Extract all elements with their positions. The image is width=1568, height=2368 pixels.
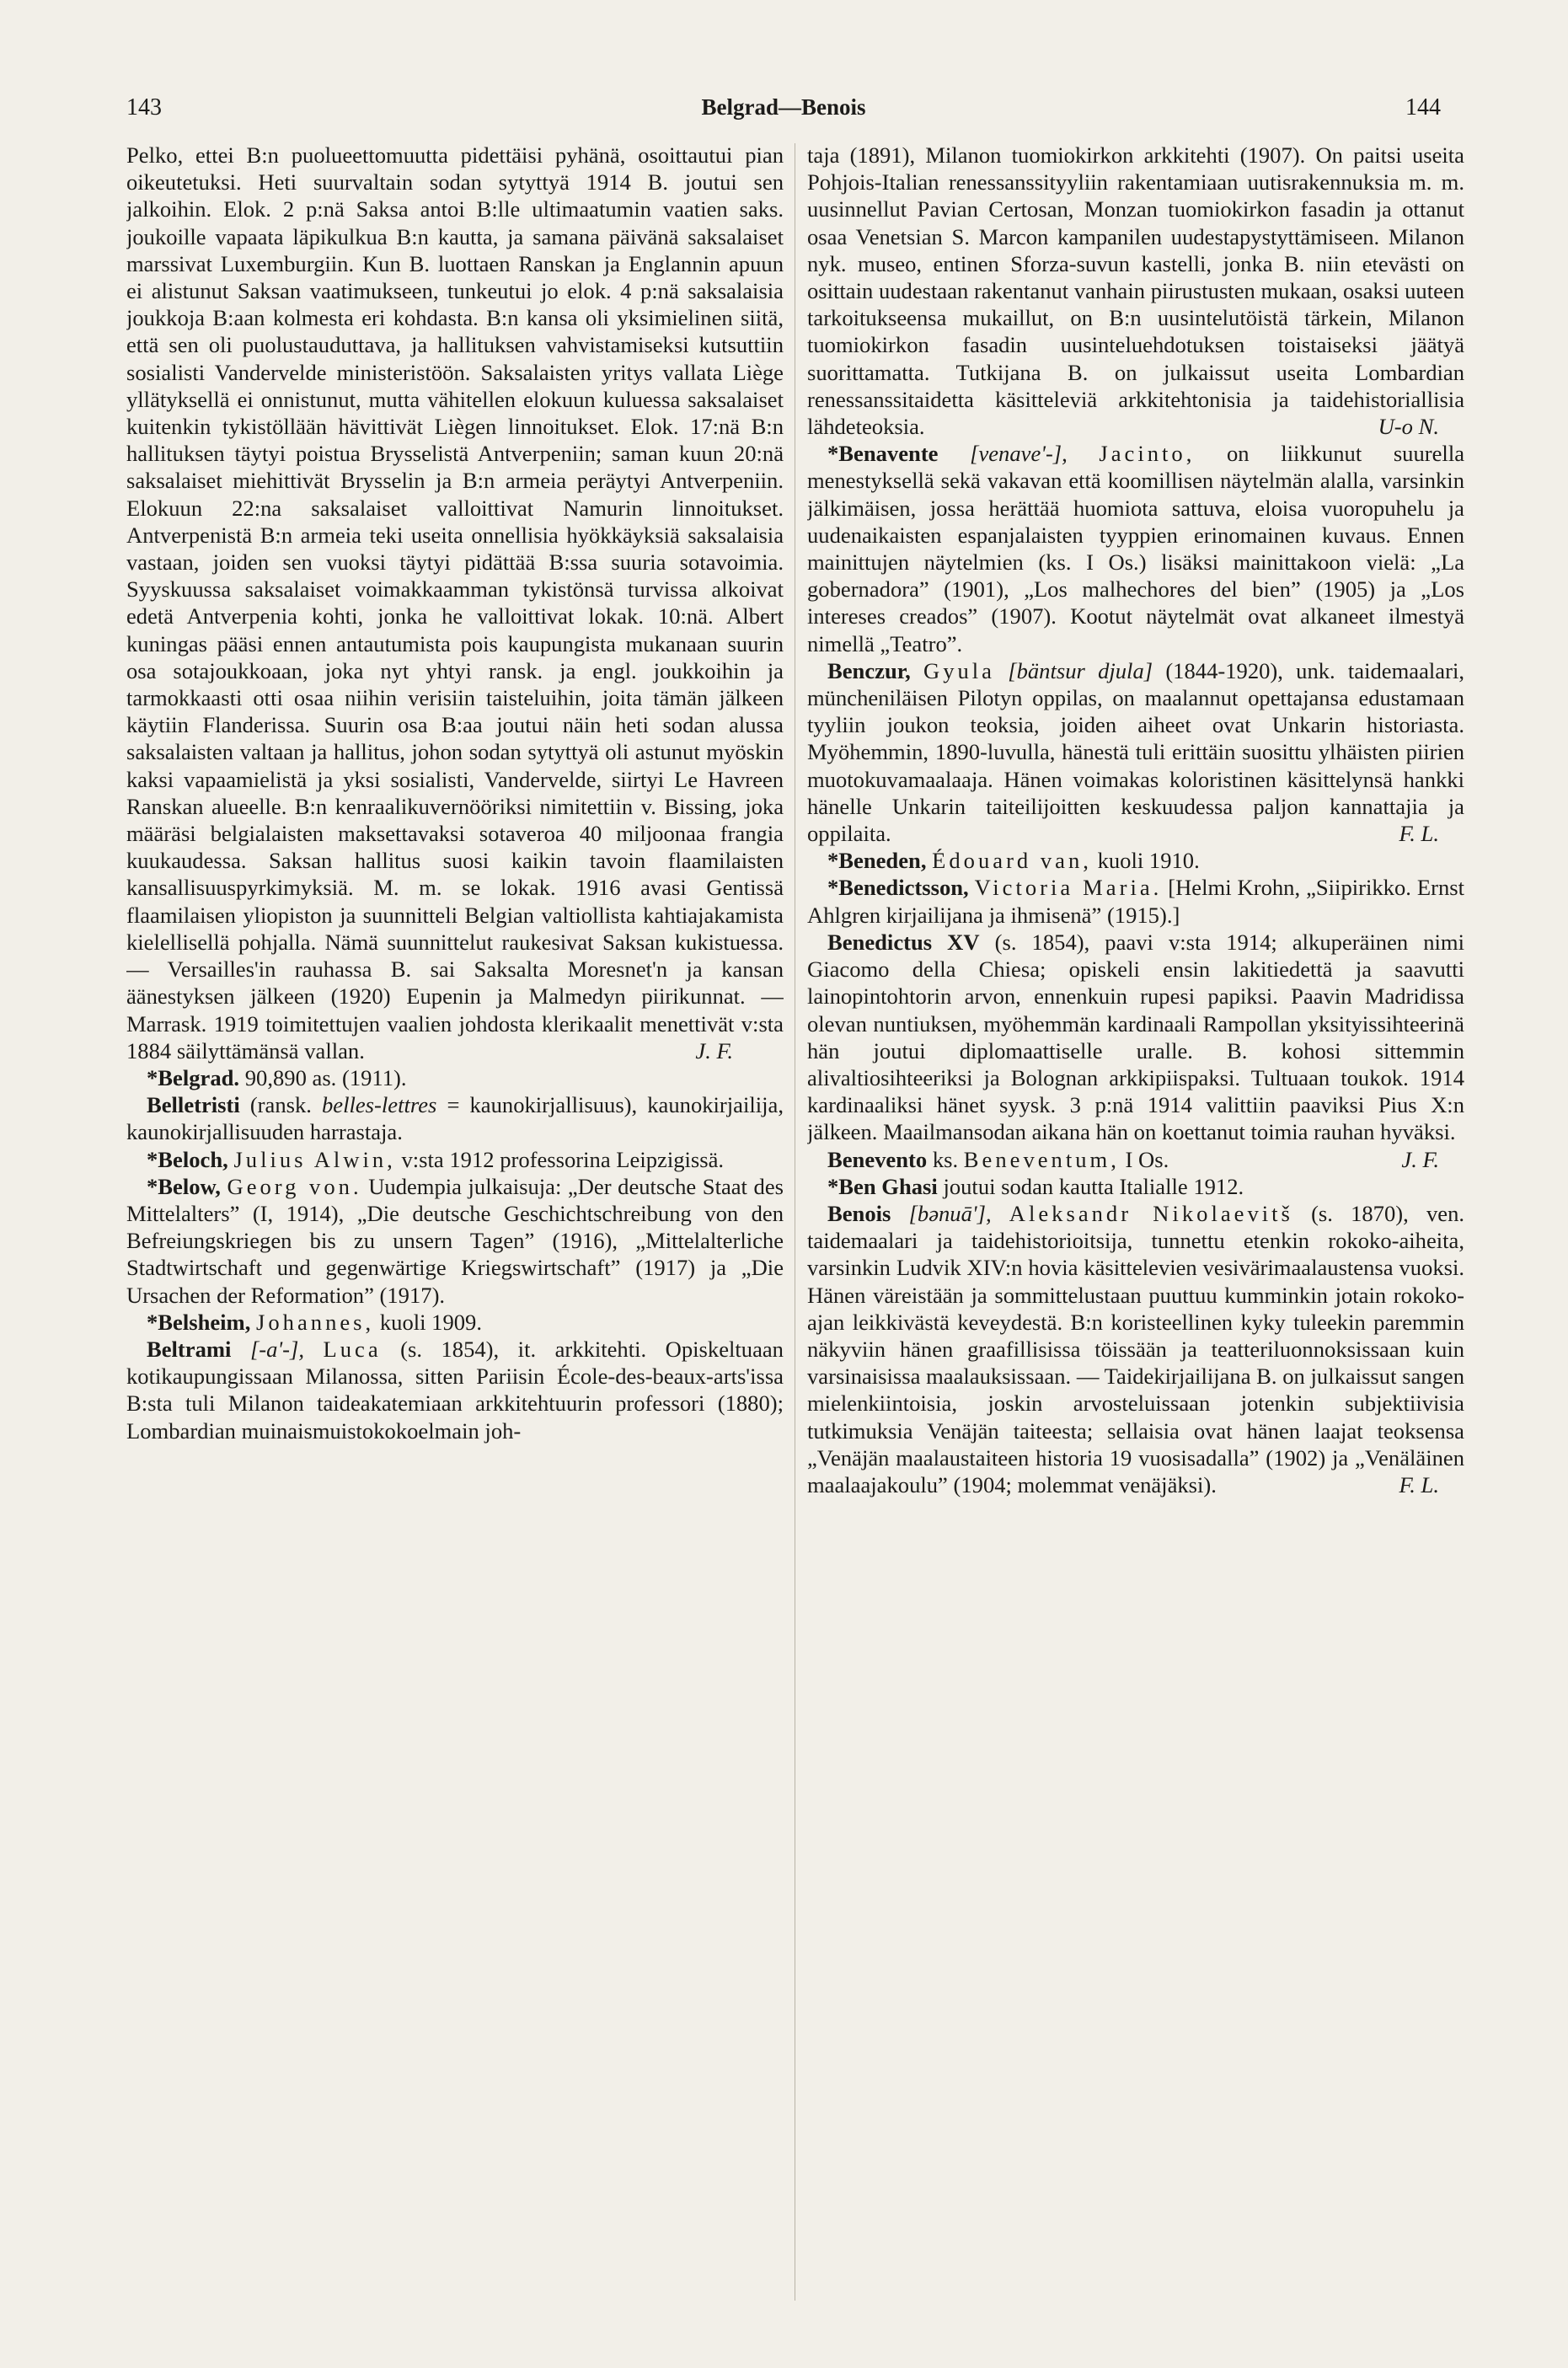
pronunciation: [-a'-], (249, 1336, 304, 1362)
entry-ben-ghasi (807, 1173, 1464, 1200)
page-header (126, 94, 1441, 128)
entry-text: Pelko, ettei B:n puolueettomuutta pidettäisi pyhänä, osoittautui pian oikeutetuksi. Heti suurvaltain sodan sytyttyä 1914 B. joutui sen jalkoihin. Elok. 2 p:nä Saksa antoi B:lle ultimaatumin vaatien saks. joukoille vapaata läpikulkua B:n kautta, ja samana päivänä saksalaiset marssivat Luxemburgiin. Kun B. luottaen Ranskan ja Englannin apuun ei alistunut Saksan vaatimukseen, tunkeutui jo elok. 4 p:nä saksalaisia joukkoja B:aan kolmesta eri kohdasta. B:n kansa oli yksimielinen siitä, että sen oli puolustauduttava, ja hallituksen vahvistamiseksi kutsuttiin sosialisti Vandervelde ministeristöön. Saksalaisten yritys vallata Liège yllätyksellä ei onnistunut, mutta vähitellen elokuun kuluessa saksalaiset kuitenkin tykistöllään hävittivät Liègen linnoitukset. Elok. 17:nä B:n hallituksen täytyi poistua Brysselistä Antverpeniin; saman kuun 20:nä saksalaiset miehittivät Brysselin ja B:n armeia peräytyi Antverpeniin. Elokuun 22:na saksalaiset valloittivat Namurin linnoitukset. Antverpenistä B:n armeia teki useita onnellisia hyökkäyksiä saksalaisia vastaan, joiden sen vuoksi täytyi pidättää B:ssa suuria sotavoimia. Syyskuussa saksalaiset voimakkaamman tykistönsä turvissa alkoivat edetä Antverpenia kohti, jonka he valloittivat lokak. 10:nä. Albert kuningas pääsi ennen antautumista pois kaupungista mukanaan suurin osa sotajoukkoaan, joka nyt yhtyi ransk. ja engl. joukkoihin ja tarmokkaasti otti osaa niihin verisiin taisteluihin, joita tämän jälkeen käytiin Flanderissa. Suurin osa B:aa joutui näin heti sodan alussa saksalaisten valtaan ja hallitus, johon sodan sytyttyä oli astunut myöskin kaksi vapaamielistä ja yksi sosialisti, Vandervelde, siirtyi Le Havreen Ranskan alueelle. B:n kenraalikuvernööriksi nimitettiin v. Bissing, joka määräsi belgialaisten maksettavaksi sotaveroa 40 miljoonaa frangia kuukaudessa. Saksan hallitus suosi kaikin tavoin flaamilaisten kansallisuuspyrkimyksiä. M. m. se lokak. 1916 avasi Gentissä flaamilaisen yliopiston ja suunnitteli Belgian valtiollista kahtiajakamista kielellisellä pohjalla. Nämä suunnittelut raukesivat Saksan kukistuessa. — Versailles'in rauhassa B. sai Saksalta Moresnet'n ja kansan äänestyksen jälkeen (1920) Eupenin ja Malmedyn piirikunnat. — Marrask. 1919 toimitettujen vaalien johdosta klerikaalit menettivät v:sta 1884 säilyttämänsä vallan. (126, 142, 784, 1063)
entry-beltrami-continuation (807, 142, 1464, 440)
entry-benois (807, 1200, 1464, 1498)
entry-text: [Helmi Krohn, „Siipirikko. Ernst Ahlgren kirjailijana ja ihmisenä” (1915).] (807, 875, 1464, 928)
entry-beloch (126, 1146, 784, 1173)
entry-name: Johannes, (256, 1309, 375, 1335)
entry-benczur (807, 657, 1464, 847)
entry-text: (1844-1920), unk. taidemaalari, müncheniläisen Pilotyn oppilas, on maalannut opettajansa edustamaan tyyliin joukon teoksia, joiden aiheet ovat Unkarin historiasta. Myöhemmin, 1890-luvulla, hänestä tuli erittäin suosittu ylhäisten piirien muotokuvamaalaaja. Hänen voimakas koloristinen käsittelynsä hankki hänelle Unkarin taiteilijoitten keskuudessa paljon kannattajia ja oppilaita. (807, 657, 1464, 847)
author-signature: J. F. (695, 1037, 733, 1063)
entry-text: v:sta 1912 professorina Leipzigissä. (401, 1146, 725, 1172)
entry-name: Julius Alwin, (233, 1146, 396, 1172)
entry-text: (s. 1854), paavi v:sta 1914; alkuperäinen nimi Giacomo della Chiesa; opiskeli ensin lakitiedettä ja saavutti lainopintohtorin arvon, ennenkuin rupesi papiksi. Paavin Madridissa olevan nuntiuksen, myöhemmän kardinaali Rampollan yksityissihteerinä hän joutui diplomaattiselle uralle. B. kohosi sittemmin alivaltiosihteeriksi ja Bolognan arkkipiispaksi. Tultuaan toukok. 1914 kardinaaliksi hänet syysk. 3 p:nä 1914 valittiin paaviksi Pius X:n jälkeen. Maailmansodan aikana hän on koettanut toimia rauhan hyväksi. (807, 929, 1464, 1145)
pronunciation: [venave'-], (970, 441, 1068, 467)
entry-name: Jacinto, (1099, 441, 1196, 467)
headword: *Belsheim, (147, 1309, 251, 1335)
page-number-left: 143 (126, 94, 162, 121)
headword: Benevento (827, 1146, 928, 1172)
author-signature: U-o N. (1378, 414, 1439, 440)
author-signature: J. F. (1401, 1146, 1439, 1172)
entry-text: (ransk. (249, 1092, 312, 1118)
entry-belsheim (126, 1309, 784, 1336)
pronunciation: [bäntsur djula] (1008, 657, 1153, 683)
running-title: Belgrad—Benois (701, 94, 866, 120)
entry-text: joutui sodan kautta Italialle 1912. (943, 1173, 1244, 1199)
entry-text: ks. (932, 1146, 959, 1172)
left-column (126, 142, 784, 2324)
cross-reference: Beneventum, (963, 1146, 1120, 1172)
entry-beltrami (126, 1336, 784, 1444)
headword: *Benedictsson, (827, 875, 969, 901)
entry-name: Aleksandr Nikolaevitš (1009, 1200, 1293, 1226)
entry-beneden (807, 847, 1464, 874)
headword: Beltrami (147, 1336, 232, 1362)
headword: *Belgrad. (147, 1064, 240, 1090)
entry-benedictsson (807, 874, 1464, 928)
headword: Benois (827, 1200, 891, 1226)
author-signature: F. L. (1399, 1471, 1439, 1497)
headword: *Benavente (827, 441, 939, 467)
entry-italic: belles-lettres (322, 1092, 437, 1118)
entry-text: (s. 1870), ven. taidemaalari ja taidehistorioitsija, tunnettu etenkin rokoko-aiheita, varsinkin Ludvik XIV:n hovia käsittelevien vesivärimaalaustensa vuoksi. Hänen väreistään ja sommittelustaan puuttuu kumminkin jotain rokoko-ajan leikkivästä keveydestä. B:n koristeellinen kyky tuleekin paremmin näkyviin hänen graafillisissa töissään ja teatteriluonnoksissaan kuin varsinaisissa maalauksissaan. — Taidekirjailijana B. on julkaissut sangen mielenkiintoisia, joskin arvosteluissaan jotenkin subjektiivisia tutkimuksia Venäjän taiteesta; sellaisia ovat hänen laajat teoksensa „Venäjän maalaustaiteen historia 19 vuosisadalla” (1902) ja „Venäläinen maalaajakoulu” (1904; molemmat venäjäksi). (807, 1200, 1464, 1497)
entry-belgia-continuation (126, 142, 784, 1064)
headword: Belletristi (147, 1092, 240, 1118)
entry-benevento (807, 1146, 1464, 1173)
page-number-right: 144 (1405, 94, 1441, 121)
entry-text: taja (1891), Milanon tuomiokirkon arkkitehti (1907). On paitsi useita Pohjois-Italian renessanssityyliin rakentamiaan uutisrakennuksia m. m. uusinnellut Pavian Certosan, Monzan tuomiokirkon fasadin ja ottanut osaa Venetsian S. Marcon kampanilen uudestapystyttämiseen. Milanon nyk. museo, entinen Sforza-suvun kastelli, jonka B. niin etevästi on osittain uudestaan rakentanut vanhain piirustusten mukaan, osaksi uuteen tarkoitukseensa mukaillut, on B:n uusintelutöistä tärkein, Milanon tuomiokirkon fasadin uusinteluehdotuksen toistaiseksi jäätyä suorittamatta. Tutkijana B. on julkaissut useita Lombardian renessanssitaidetta käsitteleviä arkkitehtonisia ja taidehistoriallisia lähdeteoksia. (807, 142, 1464, 440)
headword: *Beloch, (147, 1146, 228, 1172)
entry-name: Édouard van, (932, 848, 1092, 874)
entry-name: Georg von. (227, 1173, 362, 1199)
entry-text: kuoli 1909. (379, 1309, 482, 1335)
headword: Benczur, (827, 657, 911, 683)
entry-text: kuoli 1910. (1097, 848, 1200, 874)
headword: *Below, (147, 1173, 221, 1199)
headword: Benedictus XV (827, 929, 980, 955)
headword: *Ben Ghasi (827, 1173, 938, 1199)
entry-benavente (807, 440, 1464, 657)
volume-reference: I Os. (1125, 1146, 1169, 1172)
entry-text: (s. 1854), it. arkkitehti. Opiskeltuaan kotikaupungissaan Milanossa, sitten Pariisin École-des-beaux-arts'issa B:sta tuli Milanon taideakatemiaan arkkitehtuurin professori (1880); Lombardian muinaismuistokokoelmain joh- (126, 1336, 784, 1444)
entry-text: = kaunokirjallisuus), kaunokirjailija, kaunokirjallisuuden harrastaja. (126, 1092, 784, 1145)
entry-name: Luca (323, 1336, 382, 1362)
author-signature: F. L. (1399, 821, 1439, 847)
headword: *Beneden, (827, 848, 927, 874)
entry-below (126, 1173, 784, 1309)
right-column (807, 142, 1464, 2324)
entry-belletristi (126, 1091, 784, 1145)
entry-text: Uudempia julkaisuja: „Der deutsche Staat des Mittelalters” (I, 1914), „Die deutsche Geschichtschreibung von den Befreiungskriegen bis zu unsern Tagen” (1916), „Mittelalterliche Stadtwirtschaft und gegenwärtige Kriegswirtschaft” (1917) ja „Die Ursachen der Reformation” (1917). (126, 1173, 784, 1308)
entry-belgrad (126, 1064, 784, 1091)
entry-text: on liikkunut suurella menestyksellä sekä vakavan että koomillisen näytelmän alalla, varsinkin jälkimäisen, jossa herättää huomiota sattuva, eloisa vuoropuhelu ja uudenaikaisten espanjalaisten tyyppien erinomainen kuvaus. Ennen mainittujen näytelmien (ks. I Os.) lisäksi mainittakoon vielä: „La gobernadora” (1901), „Los malhechores del bien” (1905) ja „Los intereses creados” (1907). Kootut näytelmät ovat alkaneet ilmestyä nimellä „Teatro”. (807, 441, 1464, 656)
pronunciation: [bənuā'], (908, 1200, 992, 1226)
entry-name: Victoria Maria. (974, 875, 1163, 901)
entry-name: Gyula (923, 657, 995, 683)
entry-text: 90,890 as. (1911). (244, 1064, 407, 1090)
